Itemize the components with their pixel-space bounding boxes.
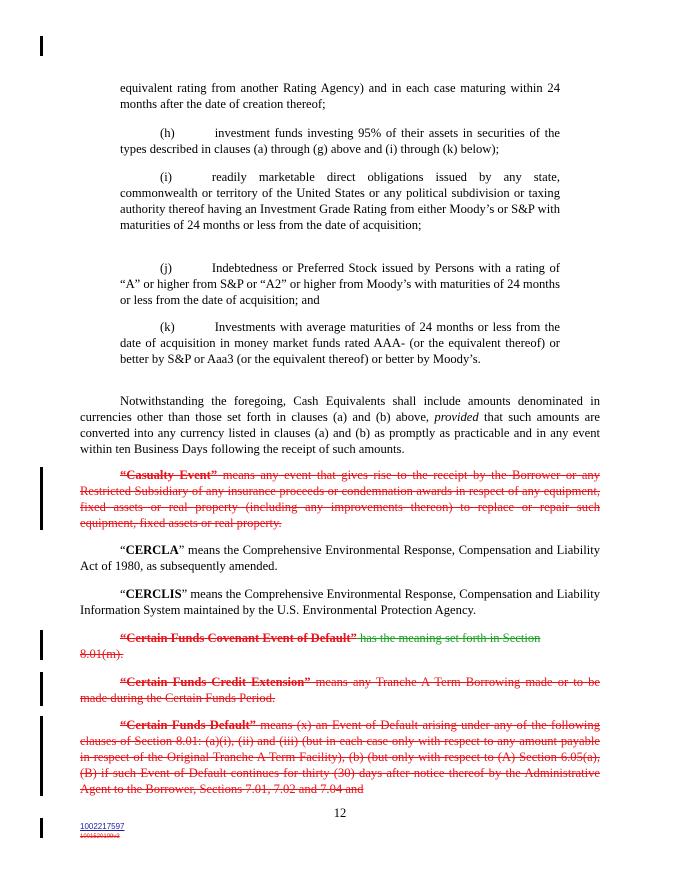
clause-h: (h) investment funds investing 95% of their assets in securities of the types described in clauses (a) through (g) above and (i) through (k) below); [120,126,560,156]
change-bar [40,716,43,796]
defined-term: CERCLA [125,543,179,557]
clause-label: (k) [160,320,175,334]
definition-certain-funds-credit-extension: “Certain Funds Credit Extension” means any Tranche A Term Borrowing made or to be made during the Certain Funds Period. [80,675,600,705]
notwithstanding-paragraph: Notwithstanding the foregoing, Cash Equivalents shall include amounts denominated in currencies other than those set forth in clauses (a) and (b) above, provided that such amounts are converted into any currency listed in clauses (a) and (b) as promptly as practicable and in any event within ten Business Days following the receipt of such amounts. [80,394,600,456]
clause-j: (j) Indebtedness or Preferred Stock issued by Persons with a rating of “A” or higher from S&P or “A2” or higher from Moody’s with maturities of 24 months or less from the date of acquisition; and [120,261,560,307]
definition-casualty-event: “Casualty Event” means any event that gives rise to the receipt by the Borrower or any Restricted Subsidiary of any insurance proceeds or condemnation awards in respect of any equipment, fixed assets or real property (including any improvements thereon) to replace or repair such equipment, fixed assets or real property. [80,468,601,530]
defined-term: “Certain Funds Credit Extension” [120,675,311,689]
definition-cerclis: “CERCLIS” means the Comprehensive Environmental Response, Compensation and Liability Information System maintained by the U.S. Environmental Protection Agency. [80,587,600,617]
clause-label: (j) [160,261,172,275]
page-number: 12 [333,806,347,820]
document-id-new: 1002217597 [80,822,125,831]
change-bar [40,467,43,530]
change-bar [40,818,43,838]
change-bar [40,36,43,56]
definition-cercla: “CERCLA” means the Comprehensive Environmental Response, Compensation and Liability Act of 1980, as subsequently amended. [80,543,600,573]
definition-certain-funds-covenant-event: “Certain Funds Covenant Event of Default” has the meaning set forth in Section 8.01(m). [80,631,541,661]
defined-term: “Certain Funds Default” [120,718,256,732]
clause-label: (i) [160,170,172,184]
change-bar [40,672,43,706]
document-id [80,822,125,842]
change-bar [40,630,43,660]
defined-term: “Certain Funds Covenant Event of Default” [120,631,357,645]
emphasis: provided [434,410,479,424]
paragraph-continuation: equivalent rating from another Rating Agency) and in each case maturing within 24 months after the date of creation thereof; [120,81,560,111]
section-reference: 8.01(m). [80,647,124,661]
defined-term: “Casualty Event” [120,468,218,482]
definition-certain-funds-default: “Certain Funds Default” means (x) an Event of Default arising under any of the following clauses of Section 8.01: (a)(i), (ii) and (iii) (but in each case only with respect to any amount payable in respect of the Original Tranche A Term Facility), (b) (but only with respect to (A) Section 6.05(a), (B) if such Event of Default continues for thirty (30) days after notice thereof by the Administrative Agent to the Borrower, Sections 7.01, 7.02 and 7.04 and [80,718,601,796]
clause-label: (h) [160,126,175,140]
document-id-old: 1001520109v3 [80,834,120,840]
clause-i: (i) readily marketable direct obligations issued by any state, commonwealth or territory of the United States or any political subdivision or taxing authority thereof having an Investment Grade Rating from either Moody’s or S&P with maturities of 24 months or less from the date of acquisition; [120,170,560,232]
clause-k: (k) Investments with average maturities of 24 months or less from the date of acquisition in money market funds rated AAA- (or the equivalent thereof) or better by S&P or Aaa3 (or the equivalent thereof) or better by Moody’s. [120,320,560,366]
defined-term: CERCLIS [125,587,182,601]
